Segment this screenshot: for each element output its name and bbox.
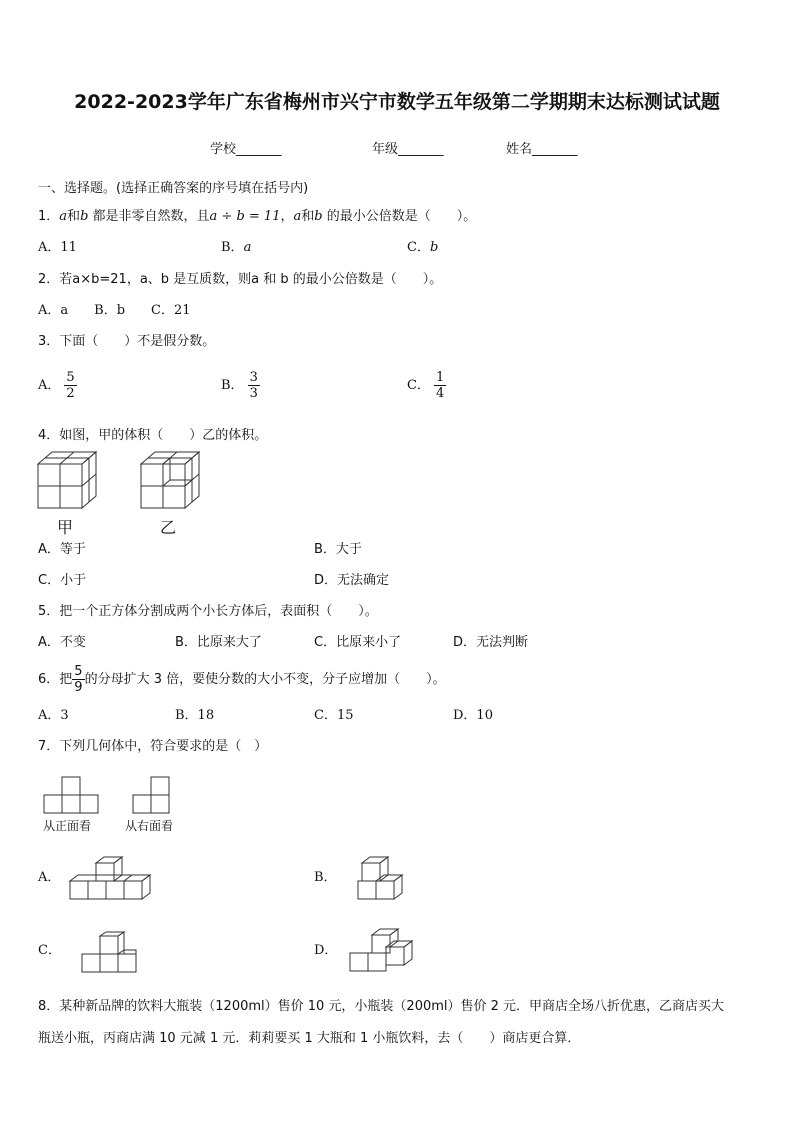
question-8-line-1: 8．某种新品牌的饮料大瓶装（1200ml）售价 10 元，小瓶装（200ml）售价 2 元．甲商店全场八折优惠，乙商店买大: [38, 999, 725, 1014]
right-view-figure: [133, 777, 173, 817]
q2-options: A．a B．b C．21: [38, 303, 191, 318]
question-2-stem: 2．若a×b=21，a、b 是互质数，则a 和 b 的最小公倍数是（ ）。: [38, 272, 443, 287]
q5-option-a: A．不变: [38, 635, 86, 650]
q3-c-denominator: 4: [435, 386, 445, 401]
q1-and2: 和: [301, 209, 315, 224]
question-7-stem: 7．下列几何体中，符合要求的是（ ）: [38, 739, 268, 754]
q7-option-d-solid: [348, 925, 418, 980]
right-view-label: 从右面看: [125, 819, 174, 833]
q5-option-c: C．比原来小了: [314, 635, 402, 650]
figure-yi-cube: [139, 450, 209, 520]
q1-var-a2: a: [293, 209, 302, 224]
q6-option-b: B．18: [175, 708, 215, 723]
q3-option-b-fraction: [248, 370, 260, 401]
grade-field: 年级_______: [372, 142, 444, 157]
figure-yi-label: 乙: [160, 518, 177, 537]
q6-fraction: [72, 664, 84, 695]
q1-option-c: [407, 240, 438, 256]
q3-option-a-fraction: [64, 370, 76, 401]
q3-b-denominator: 3: [249, 386, 258, 401]
q5-option-b: B．比原来大了: [175, 635, 262, 650]
question-6-stem: [38, 664, 446, 695]
name-field: 姓名_______: [506, 142, 578, 157]
q3-b-numerator: 3: [249, 370, 258, 385]
q3-option-a: [38, 370, 77, 401]
q1-option-b-var: a: [243, 240, 252, 255]
q7-option-a-solid: [68, 855, 158, 905]
front-view-figure: [44, 777, 104, 817]
q6-prefix: 6．把: [38, 672, 73, 687]
figure-jia-label: 甲: [57, 518, 74, 537]
q3-option-b: [221, 370, 260, 401]
q6-numerator: 5: [74, 664, 83, 679]
question-1-stem: [38, 209, 476, 225]
page-title: 2022-2023学年广东省梅州市兴宁市数学五年级第二学期期末达标测试试题: [74, 91, 720, 113]
q1-prefix: 1．: [38, 209, 60, 224]
q3-c-numerator: 1: [435, 370, 445, 385]
q7-option-b-label: B．: [314, 870, 337, 885]
q1-equation: a ÷ b = 11: [209, 209, 281, 224]
question-3-stem: 3．下面（ ）不是假分数。: [38, 334, 216, 349]
q4-option-c: C．小于: [38, 573, 87, 588]
school-field: 学校_______: [210, 142, 282, 157]
q3-option-b-label: B．: [221, 378, 244, 393]
q6-option-c: C．15: [314, 708, 354, 723]
q3-option-a-label: A．: [38, 378, 61, 393]
q3-a-numerator: 5: [66, 370, 75, 385]
front-view-label: 从正面看: [43, 819, 92, 833]
q1-option-b-label: B．: [221, 240, 244, 255]
q7-option-c-label: C．: [38, 943, 61, 958]
q3-option-c: [407, 370, 446, 401]
q1-end: 的最小公倍数是（ ）。: [326, 209, 477, 224]
q6-denominator: 9: [74, 680, 83, 695]
q6-option-a: A．3: [38, 708, 69, 723]
q1-mid: 都是非零自然数，且: [92, 209, 210, 224]
q1-var-a: a: [59, 209, 68, 224]
q3-option-c-label: C．: [407, 378, 430, 393]
q5-option-d: D．无法判断: [453, 635, 529, 650]
q1-option-c-var: b: [429, 240, 439, 255]
q1-option-c-label: C．: [407, 240, 430, 255]
question-8-line-2: 瓶送小瓶，丙商店满 10 元减 1 元．莉莉要买 1 大瓶和 1 小瓶饮料，去（ ）商店更合算．: [38, 1031, 581, 1046]
question-4-stem: 4．如图，甲的体积（ ）乙的体积。: [38, 428, 268, 443]
q1-option-b: [221, 240, 251, 256]
q1-var-b: b: [80, 209, 89, 224]
q1-comma: ，: [280, 209, 294, 224]
q6-option-d: D．10: [453, 708, 493, 723]
q4-option-a: A．等于: [38, 542, 86, 557]
q1-option-a: A．11: [38, 240, 77, 255]
q7-option-a-label: A．: [38, 870, 61, 885]
q3-a-denominator: 2: [66, 386, 75, 401]
q7-option-b-solid: [356, 855, 406, 905]
figure-jia-cube: [36, 450, 106, 520]
q4-option-d: D．无法确定: [314, 573, 390, 588]
question-5-stem: 5．把一个正方体分割成两个小长方体后，表面积（ ）。: [38, 604, 378, 619]
q1-and: 和: [67, 209, 81, 224]
q3-option-c-fraction: [434, 370, 446, 401]
q7-option-d-label: D．: [314, 943, 338, 958]
q1-var-b2: b: [314, 209, 323, 224]
q4-option-b: B．大于: [314, 542, 362, 557]
q6-rest: 的分母扩大 3 倍，要使分数的大小不变，分子应增加（ ）。: [84, 672, 446, 687]
q7-option-c-solid: [82, 930, 142, 980]
section-heading: 一、选择题。(选择正确答案的序号填在括号内): [38, 181, 309, 196]
